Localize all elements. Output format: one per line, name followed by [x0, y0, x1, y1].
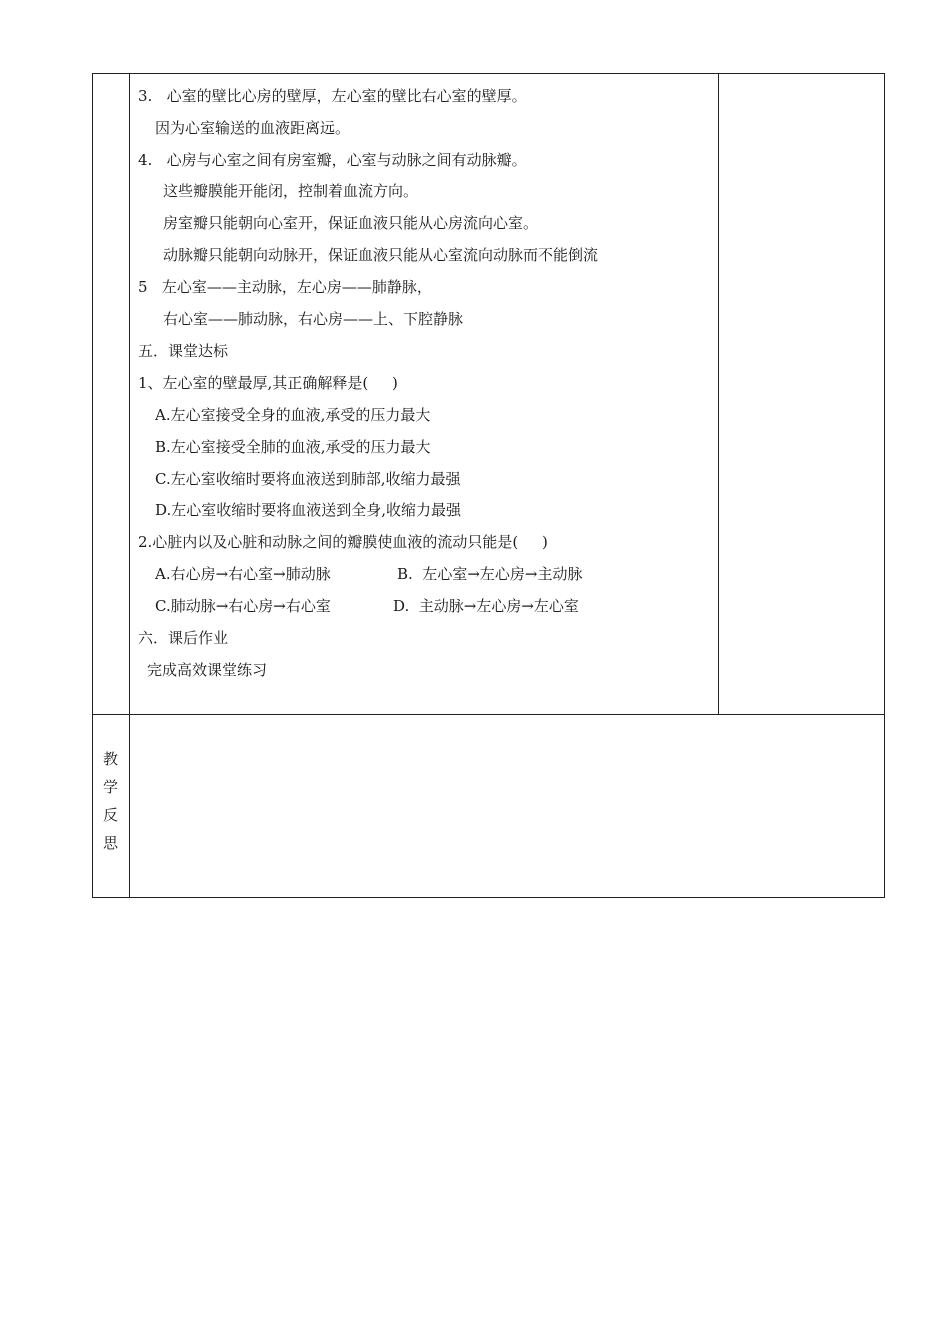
reflection-char: 学	[102, 778, 118, 796]
question-1-stem: 1、左心室的壁最厚,其正确解释是( )	[138, 374, 398, 392]
point-5-line-2: 右心室——肺动脉，右心房——上、下腔静脉	[163, 310, 464, 328]
table-row-divider	[92, 714, 885, 715]
reflection-char: 反	[102, 806, 118, 824]
question-2-stem: 2.心脏内以及心脏和动脉之间的瓣膜使血液的流动只能是( )	[138, 533, 548, 551]
question-2-option-c: C.肺动脉→右心房→右心室	[155, 597, 331, 615]
question-2-option-b: B. 左心室→左心房→主动脉	[397, 565, 583, 583]
section-5-title: 五．课堂达标	[138, 342, 229, 360]
section-6-title: 六．课后作业	[138, 629, 229, 647]
point-3-line-2: 因为心室输送的血液距离远。	[155, 119, 351, 137]
table-border-right	[884, 73, 885, 898]
question-1-option-c: C.左心室收缩时要将血液送到肺部,收缩力最强	[155, 470, 461, 488]
table-border-bottom	[92, 897, 885, 898]
reflection-char: 教	[102, 750, 118, 768]
question-1-option-b: B.左心室接受全肺的血液,承受的压力最大	[155, 438, 431, 456]
question-1-option-a: A.左心室接受全身的血液,承受的压力最大	[155, 406, 431, 424]
question-2-option-d: D. 主动脉→左心房→左心室	[393, 597, 579, 615]
question-1-option-d: D.左心室收缩时要将血液送到全身,收缩力最强	[155, 501, 462, 519]
point-4-line-1: 4. 心房与心室之间有房室瓣，心室与动脉之间有动脉瓣。	[138, 151, 527, 169]
table-border-top	[92, 73, 885, 74]
point-4-line-4: 动脉瓣只能朝向动脉开，保证血液只能从心室流向动脉而不能倒流	[163, 246, 599, 264]
homework-text: 完成高效课堂练习	[147, 661, 268, 679]
table-col-divider	[129, 73, 130, 898]
question-2-option-a: A.右心房→右心室→肺动脉	[155, 565, 331, 583]
point-4-line-2: 这些瓣膜能开能闭，控制着血流方向。	[163, 182, 419, 200]
point-3-line-1: 3. 心室的壁比心房的壁厚，左心室的壁比右心室的壁厚。	[138, 87, 527, 105]
point-5-line-1: 5 左心室——主动脉，左心房——肺静脉，	[138, 278, 432, 296]
table-col-divider-right	[718, 73, 719, 715]
point-4-line-3: 房室瓣只能朝向心室开，保证血液只能从心房流向心室。	[163, 214, 539, 232]
reflection-char: 思	[102, 834, 118, 852]
